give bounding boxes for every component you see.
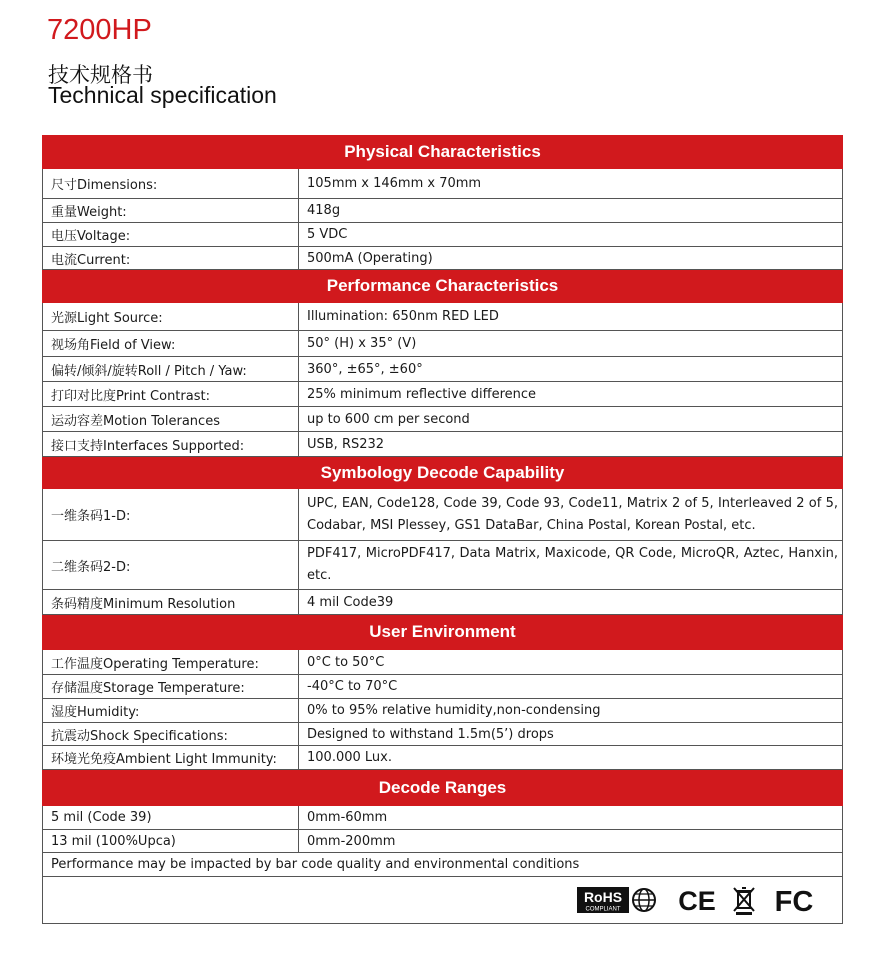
fcc-logo — [772, 886, 816, 914]
ce-mark-text: CE — [678, 887, 716, 913]
section-header-symbology: Symbology Decode Capability — [43, 457, 843, 489]
row-value-print-contrast: 25% minimum reflective difference — [299, 382, 843, 407]
section-header-environment: User Environment — [43, 615, 843, 650]
row-label-13mil: 13 mil (100%Upca) — [43, 830, 299, 853]
row-label-field-of-view: 视场角Field of View: — [43, 331, 299, 357]
section-header-decode: Decode Ranges — [43, 770, 843, 806]
row-value-interfaces: USB, RS232 — [299, 432, 843, 457]
row-value-2d: PDF417, MicroPDF417, Data Matrix, Maxicode, QR Code, MicroQR, Aztec, Hanxin, etc. — [299, 541, 843, 590]
row-label-light-source: 光源Light Source: — [43, 303, 299, 331]
performance-note: Performance may be impacted by bar code quality and environmental conditions — [43, 853, 843, 877]
certification-logos — [43, 877, 842, 923]
row-label-operating-temp: 工作温度Operating Temperature: — [43, 650, 299, 675]
row-value-humidity: 0% to 95% relative humidity,non-condensing — [299, 699, 843, 723]
row-label-min-resolution: 条码精度Minimum Resolution — [43, 590, 299, 615]
row-value-dimensions: 105mm x 146mm x 70mm — [299, 169, 843, 199]
row-value-roll-pitch-yaw: 360°, ±65°, ±60° — [299, 357, 843, 382]
row-label-current: 电流Current: — [43, 247, 299, 270]
row-value-field-of-view: 50° (H) x 35° (V) — [299, 331, 843, 357]
row-value-current: 500mA (Operating) — [299, 247, 843, 270]
row-label-dimensions: 尺寸Dimensions: — [43, 169, 299, 199]
row-label-1d: 一维条码1-D: — [43, 489, 299, 541]
row-value-storage-temp: -40°C to 70°C — [299, 675, 843, 699]
row-value-shock: Designed to withstand 1.5m(5’) drops — [299, 723, 843, 746]
rohs-logo — [577, 887, 657, 913]
rohs-logo-text: RoHS — [583, 889, 623, 905]
model-number: 7200HP — [47, 14, 152, 46]
title-english: Technical specification — [48, 82, 277, 108]
row-value-light-source: Illumination: 650nm RED LED — [299, 303, 843, 331]
row-label-2d: 二维条码2-D: — [43, 541, 299, 590]
row-label-print-contrast: 打印对比度Print Contrast: — [43, 382, 299, 407]
row-label-storage-temp: 存储温度Storage Temperature: — [43, 675, 299, 699]
row-label-voltage: 电压Voltage: — [43, 223, 299, 247]
row-label-interfaces: 接口支持Interfaces Supported: — [43, 432, 299, 457]
fcc-logo-text: FC — [774, 886, 814, 914]
spec-table — [42, 135, 843, 924]
row-label-roll-pitch-yaw: 偏转/倾斜/旋转Roll / Pitch / Yaw: — [43, 357, 299, 382]
globe-icon — [633, 889, 655, 911]
rohs-logo-subtext: COMPLIANT — [585, 906, 621, 913]
row-label-motion-tolerances: 运动容差Motion Tolerances — [43, 407, 299, 432]
row-value-weight: 418g — [299, 199, 843, 223]
row-value-ambient-light: 100.000 Lux. — [299, 746, 843, 770]
row-label-humidity: 湿度Humidity: — [43, 699, 299, 723]
row-value-5mil: 0mm-60mm — [299, 806, 843, 830]
row-value-voltage: 5 VDC — [299, 223, 843, 247]
ce-mark — [678, 887, 716, 913]
row-value-motion-tolerances: up to 600 cm per second — [299, 407, 843, 432]
certification-row — [43, 877, 843, 924]
row-value-operating-temp: 0°C to 50°C — [299, 650, 843, 675]
row-label-5mil: 5 mil (Code 39) — [43, 806, 299, 830]
row-label-ambient-light: 环境光免疫Ambient Light Immunity: — [43, 746, 299, 770]
row-value-1d: UPC, EAN, Code128, Code 39, Code 93, Code11, Matrix 2 of 5, Interleaved 2 of 5, Codabar, MSI Plessey, GS1 DataBar, China Postal, Korean Postal, etc. — [299, 489, 843, 541]
weee-bin-icon — [732, 885, 756, 915]
title-chinese: 技术规格书 — [48, 63, 153, 87]
section-header-physical: Physical Characteristics — [43, 136, 843, 169]
row-value-min-resolution: 4 mil Code39 — [299, 590, 843, 615]
section-header-performance: Performance Characteristics — [43, 270, 843, 303]
row-label-shock: 抗震动Shock Specifications: — [43, 723, 299, 746]
row-label-weight: 重量Weight: — [43, 199, 299, 223]
row-value-13mil: 0mm-200mm — [299, 830, 843, 853]
